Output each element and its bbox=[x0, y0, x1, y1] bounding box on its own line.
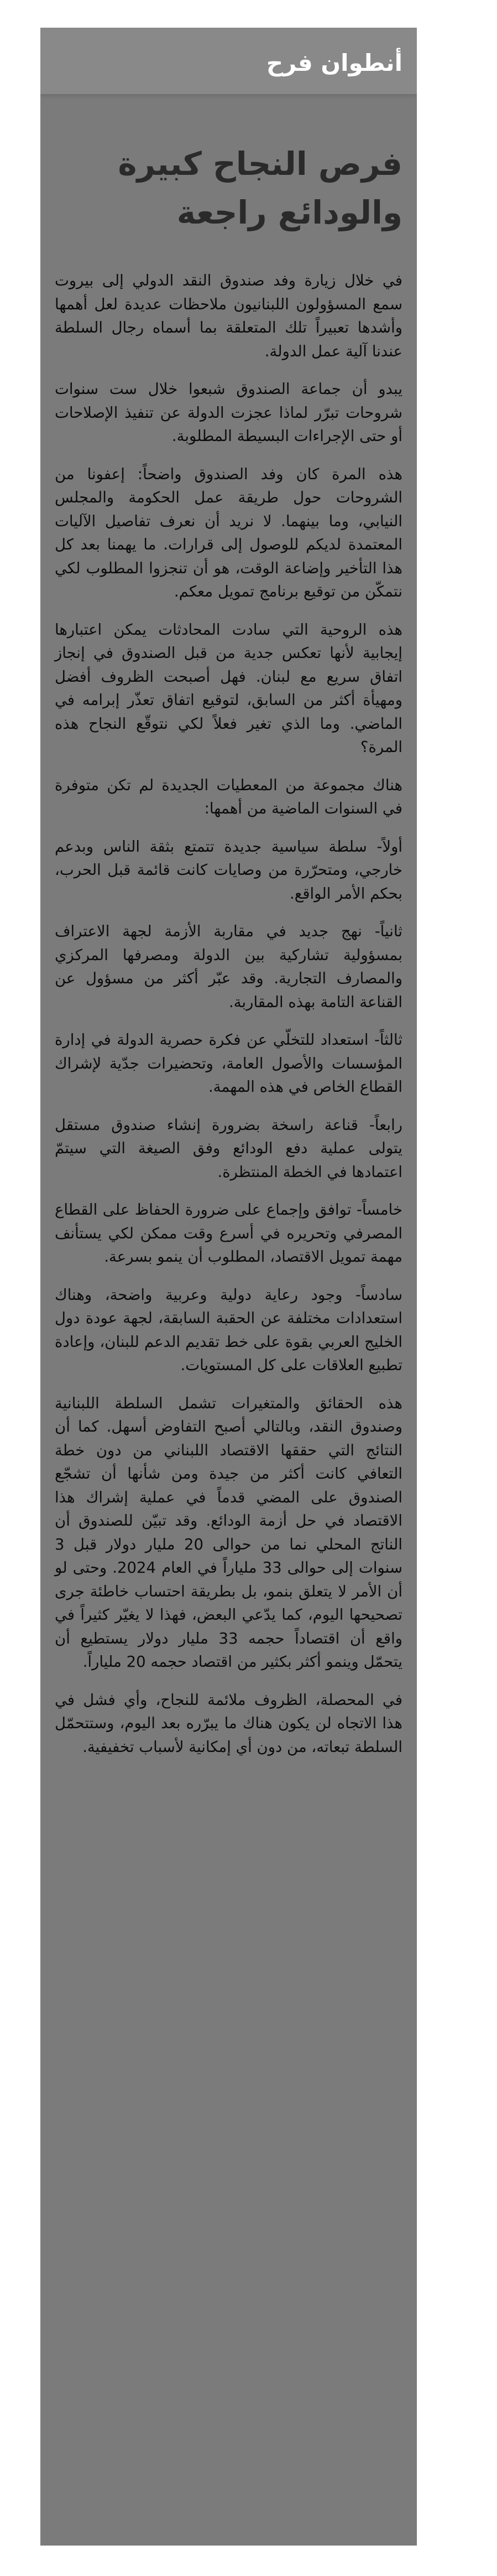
paragraph-9: رابعاً- قناعة راسخة بضرورة إنشاء صندوق مستقل يتولى عملية دفع الودائع وفق الصيغة التي سيتمّ اعتمادها في الخطة المنتظرة. bbox=[55, 1116, 402, 1181]
paragraph-4: هذه الروحية التي سادت المحادثات يمكن اعتبارها إيجابية لأنها تعكس جدية من قبل الصندوق في إنجاز اتفاق سريع مع لبنان. فهل أصبحت الظروف أفضل ومهيأة أكثر من السابق، لتوقيع اتفاق تعذّر إبرامه في الماضي. وما الذي تغير فعلاً لكي نتوقّع النجاح هذه المرة؟ bbox=[55, 620, 402, 756]
paragraph-3: هذه المرة كان وفد الصندوق واضحاً: إعفونا من الشروحات حول طريقة عمل الحكومة والمجلس النيابي، وما بينهما. لا نريد أن نعرف تفاصيل الآليات المعتمدة لديكم للوصول إلى قرارات. ما يهمنا بعد كل هذا التأخير وإضاعة الوقت، هو أن تنجزوا المطلوب لكي نتمكّن من توقيع برنامج تمويل معكم. bbox=[55, 465, 402, 600]
article-body bbox=[55, 269, 402, 1759]
author-header bbox=[40, 28, 417, 94]
article-card bbox=[40, 28, 417, 2546]
paragraph-5: هناك مجموعة من المعطيات الجديدة لم تكن متوفرة في السنوات الماضية من أهمها: bbox=[55, 776, 402, 817]
paragraph-8: ثالثاً- استعداد للتخلّي عن فكرة حصرية الدولة في إدارة المؤسسات والأصول العامة، وتحضيرات جدّية لإشراك القطاع الخاص في هذه المهمة. bbox=[55, 1031, 402, 1096]
paragraph-12: هذه الحقائق والمتغيرات تشمل السلطة اللبنانية وصندوق النقد، وبالتالي أصبح التفاوض أسهل. كما أن النتائج التي حققها الاقتصاد اللبناني من دون خطة التعافي كانت أكثر من جيدة ومن شأنها أن تشجّع الصندوق على المضي قدماً في عملية إشراك هذا الاقتصاد في حل أزمة الودائع. وقد تبيّن للصندوق أن الناتج المحلي نما من حوالى 20 مليار دولار قبل 3 سنوات إلى حوالى 33 ملياراً في العام 2024. وحتى لو أن الأمر لا يتعلق بنمو، بل بطريقة احتساب خاطئة جرى تصحيحها اليوم، كما يدّعي البعض، فهذا لا يغيّر كثيراً في واقع أن اقتصاداً حجمه 33 مليار دولار يستطيع أن يتحمّل وينمو أكثر بكثير من اقتصاد حجمه 20 ملياراً. bbox=[55, 1394, 403, 1671]
paragraph-13: في المحصلة، الظروف ملائمة للنجاح، وأي فشل في هذا الاتجاه لن يكون هناك ما يبرّره بعد اليوم، وستتحمّل السلطة تبعاته، من دون أي إمكانية لأسباب تخفيفية. bbox=[55, 1691, 402, 1756]
paragraph-2: يبدو أن جماعة الصندوق شبعوا خلال ست سنوات شروحات تبرّر لماذا عجزت الدولة عن تنفيذ الإصلاحات أو حتى الإجراءات البسيطة المطلوبة. bbox=[55, 380, 402, 445]
paragraph-7: ثانياً- نهج جديد في مقاربة الأزمة لجهة الاعتراف بمسؤولية تشاركية بين الدولة ومصرفها المركزي والمصارف التجارية. وقد عبّر أكثر من مسؤول عن القناعة التامة بهذه المقاربة. bbox=[55, 922, 402, 1011]
author-name[interactable]: أنطوان فرح bbox=[266, 49, 402, 76]
paragraph-10: خامساً- توافق وإجماع على ضرورة الحفاظ على القطاع المصرفي وتحريره في أسرع وقت ممكن لكي يستأنف مهمة تمويل الاقتصاد، المطلوب أن ينمو بسرعة. bbox=[55, 1201, 402, 1266]
paragraph-11: سادساً- وجود رعاية دولية وعربية واضحة، وهناك استعدادات مختلفة عن الحقبة السابقة، لجهة عودة دول الخليج العربي بقوة على خط تقديم الدعم للبنان، وإعادة تطبيع العلاقات على كل المستويات. bbox=[55, 1286, 402, 1374]
paragraph-1: في خلال زيارة وفد صندوق النقد الدولي إلى بيروت سمع المسؤولون اللبنانيون ملاحظات عديدة لعل أهمها وأشدها تعبيراً تلك المتعلقة بما أسماه رجال السلطة عندنا آلية عمل الدولة. bbox=[55, 272, 402, 360]
article-title: فرص النجاح كبيرة والودائع راجعة bbox=[118, 145, 402, 231]
paragraph-6: أولاً- سلطة سياسية جديدة تتمتع بثقة الناس وبدعم خارجي، ومتحرّرة من وصايات كانت قائمة قبل الحرب، بحكم الأمر الواقع. bbox=[55, 837, 402, 903]
